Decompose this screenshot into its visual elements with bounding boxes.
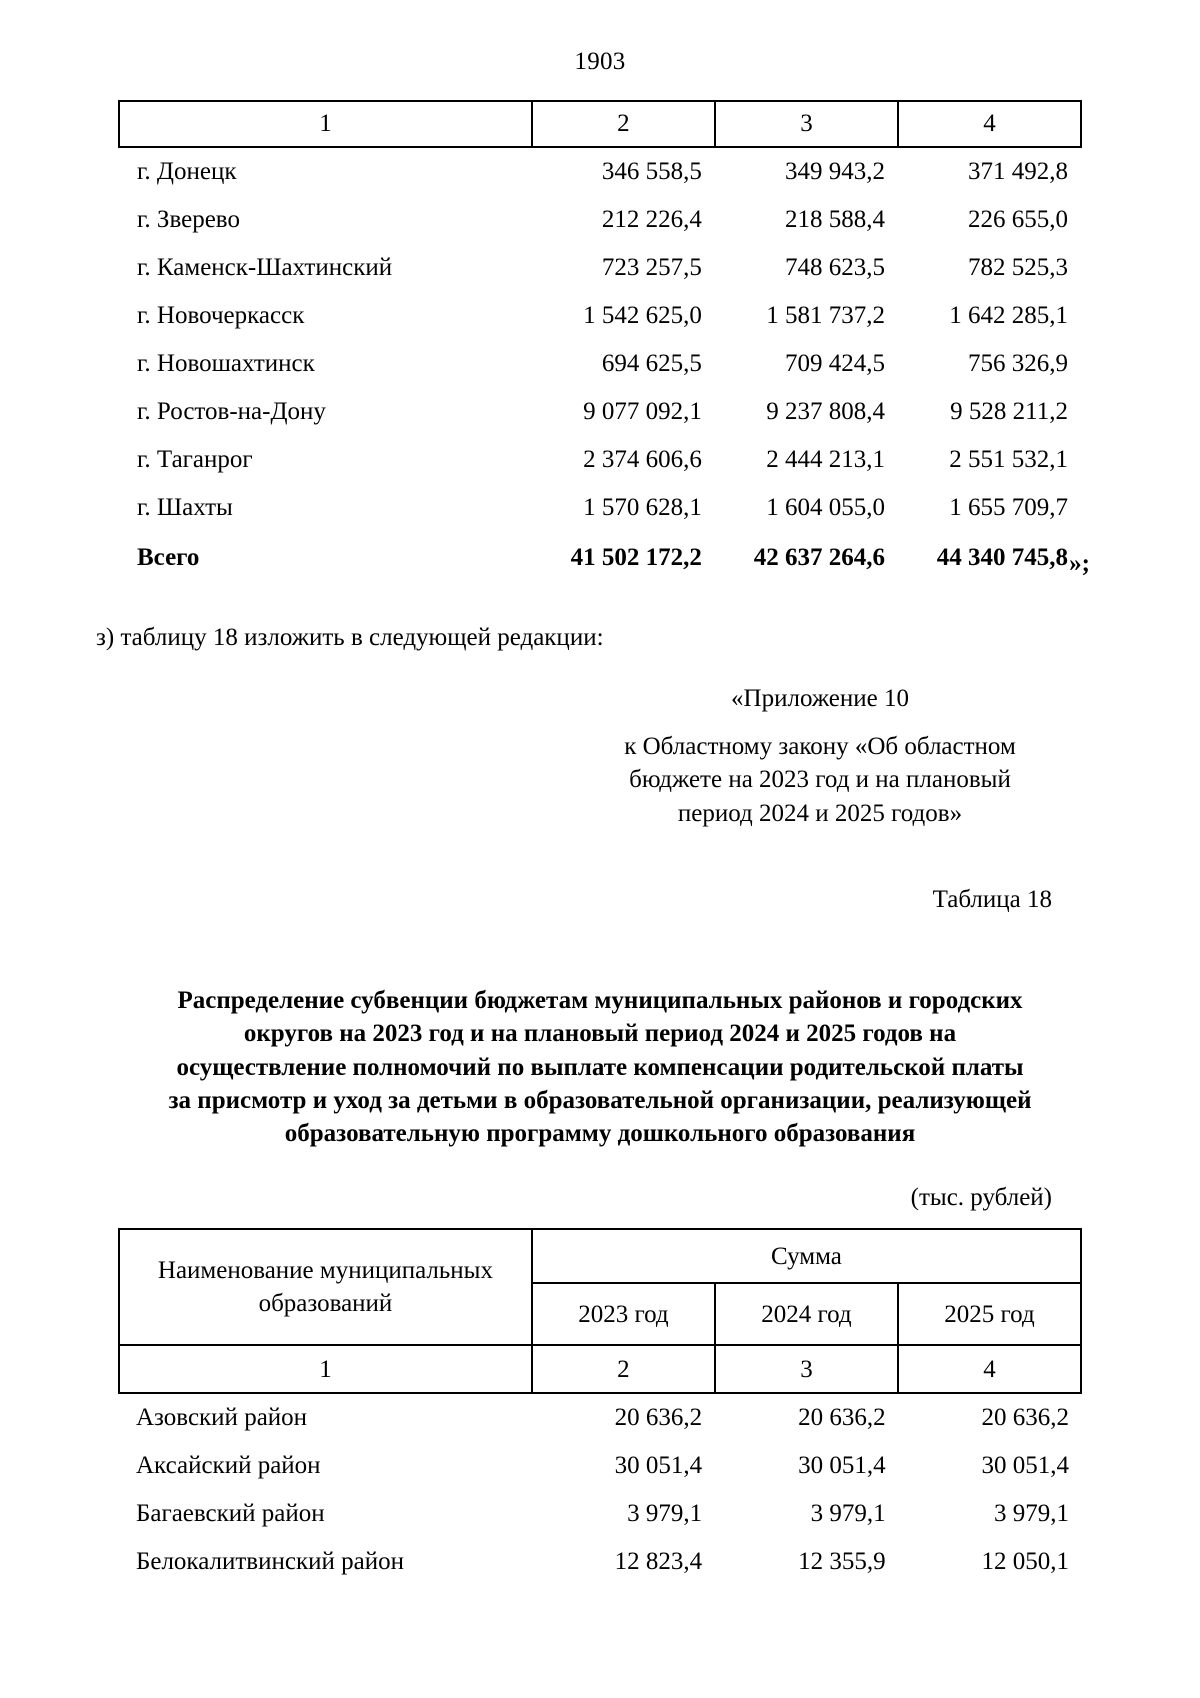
value-2025: 1 642 285,1 <box>949 302 1068 329</box>
table-label: Таблица 18 <box>932 886 1052 913</box>
bottom-table-column-numbers-row <box>119 1345 1081 1393</box>
heading-line-2: округов на 2023 год и на плановый период 2024 и 2025 годов на <box>243 1020 957 1048</box>
value-2025: 371 492,8 <box>968 158 1068 185</box>
municipality-name: г. Донецк <box>137 158 237 185</box>
col-number-4: 4 <box>898 1345 1081 1393</box>
header-municipality-name: Наименование муниципальных образований <box>119 1229 532 1345</box>
municipality-name: г. Новочеркасск <box>137 302 305 329</box>
value-2023: 346 558,5 <box>601 158 702 185</box>
value-2023: 20 636,2 <box>614 1404 703 1432</box>
value-2023: 12 823,4 <box>614 1548 703 1576</box>
col-number-2: 2 <box>532 101 715 147</box>
municipality-name: Аксайский район <box>136 1452 321 1480</box>
top-table <box>118 100 1082 584</box>
table-row <box>119 244 1081 292</box>
municipality-name: г. Новошахтинск <box>137 350 315 377</box>
col-number-1: 1 <box>119 1345 532 1393</box>
table-row <box>118 1490 1082 1538</box>
bottom-table-header-row-1 <box>119 1229 1081 1283</box>
table-total-row <box>119 532 1081 584</box>
appendix-law-line-1: к Областному закону «Об областном <box>624 732 1016 760</box>
table-row <box>119 436 1081 484</box>
bottom-table-header <box>118 1228 1082 1394</box>
col-number-2: 2 <box>532 1345 715 1393</box>
value-2023: 694 625,5 <box>601 350 702 377</box>
value-2025: 226 655,0 <box>968 206 1068 233</box>
header-year-2023: 2023 год <box>532 1283 715 1345</box>
col-number-3: 3 <box>715 101 898 147</box>
table-row <box>119 484 1081 532</box>
col-number-1: 1 <box>119 101 532 147</box>
top-table-wrapper <box>0 100 1200 584</box>
table-row <box>119 340 1081 388</box>
value-2023: 1 570 628,1 <box>583 494 702 521</box>
municipality-name: г. Шахты <box>137 494 233 521</box>
table-row <box>119 388 1081 436</box>
value-2023: 3 979,1 <box>627 1500 703 1528</box>
value-2023: 212 226,4 <box>601 206 702 233</box>
value-2025: 3 979,1 <box>994 1500 1069 1528</box>
total-label: Всего <box>137 544 200 571</box>
total-value-2023: 41 502 172,2 <box>570 544 702 571</box>
municipality-name: г. Ростов-на-Дону <box>137 398 326 425</box>
municipality-name: г. Таганрог <box>137 446 253 473</box>
table-row <box>118 1538 1082 1586</box>
value-2024: 9 237 808,4 <box>766 398 885 425</box>
value-2025: 12 050,1 <box>981 1548 1069 1576</box>
table-row <box>118 1394 1082 1442</box>
appendix-reference-block <box>0 652 1200 830</box>
col-number-3: 3 <box>715 1345 898 1393</box>
value-2024: 1 581 737,2 <box>766 302 885 329</box>
top-table-column-numbers-row <box>119 101 1081 147</box>
value-2023: 2 374 606,6 <box>583 446 702 473</box>
table-row <box>119 292 1081 340</box>
value-2023: 30 051,4 <box>614 1452 703 1480</box>
value-2024: 748 623,5 <box>784 254 885 281</box>
value-2024: 349 943,2 <box>784 158 885 185</box>
table-row <box>118 1442 1082 1490</box>
value-2025: 1 655 709,7 <box>949 494 1068 521</box>
value-2024: 218 588,4 <box>784 206 885 233</box>
value-2023: 9 077 092,1 <box>583 398 702 425</box>
appendix-law-line-3: период 2024 и 2025 годов» <box>677 799 963 827</box>
table-row <box>119 196 1081 244</box>
heading-line-4: за присмотр и уход за детьми в образовательной организации, реализующей <box>168 1086 1032 1114</box>
heading-line-3: осуществление полномочий по выплате компенсации родительской платы <box>176 1053 1024 1081</box>
value-2024: 2 444 213,1 <box>766 446 885 473</box>
value-2025: 756 326,9 <box>968 350 1068 377</box>
intro-paragraph: з) таблицу 18 изложить в следующей редакции: <box>96 624 604 651</box>
value-2025: 2 551 532,1 <box>949 446 1068 473</box>
heading-line-5: образовательную программу дошкольного образования <box>284 1120 916 1147</box>
municipality-name: Багаевский район <box>136 1500 325 1528</box>
page-title <box>140 914 1060 1150</box>
closing-quote-mark: »; <box>1069 550 1090 577</box>
value-2024: 12 355,9 <box>798 1548 886 1576</box>
value-2023: 723 257,5 <box>601 254 702 281</box>
municipality-name: г. Зверево <box>137 206 240 233</box>
table-row <box>119 147 1081 196</box>
bottom-table-body <box>118 1394 1082 1586</box>
units-note: (тыс. рублей) <box>910 1184 1052 1212</box>
header-year-2025: 2025 год <box>898 1283 1081 1345</box>
page-number: 1903 <box>574 48 626 75</box>
municipality-name: Азовский район <box>136 1404 308 1432</box>
header-sum-group: Сумма <box>532 1229 1081 1283</box>
municipality-name: г. Каменск-Шахтинский <box>137 254 393 281</box>
value-2025: 30 051,4 <box>981 1452 1069 1480</box>
total-value-2025: 44 340 745,8 <box>936 544 1068 571</box>
municipality-name: Белокалитвинский район <box>136 1548 404 1576</box>
value-2024: 3 979,1 <box>810 1500 886 1528</box>
value-2025: 782 525,3 <box>968 254 1068 281</box>
value-2023: 1 542 625,0 <box>583 302 702 329</box>
appendix-title: «Приложение 10 <box>731 685 909 712</box>
heading-line-1: Распределение субвенции бюджетам муниципальных районов и городских <box>177 987 1023 1014</box>
header-year-2024: 2024 год <box>715 1283 898 1345</box>
total-value-2024: 42 637 264,6 <box>753 544 885 571</box>
value-2024: 30 051,4 <box>798 1452 886 1480</box>
value-2025: 20 636,2 <box>981 1404 1069 1432</box>
value-2024: 20 636,2 <box>798 1404 886 1432</box>
col-number-4: 4 <box>898 101 1081 147</box>
value-2024: 1 604 055,0 <box>766 494 885 521</box>
value-2024: 709 424,5 <box>784 350 885 377</box>
appendix-law-line-2: бюджете на 2023 год и на плановый <box>629 766 1011 793</box>
value-2025: 9 528 211,2 <box>950 398 1068 425</box>
